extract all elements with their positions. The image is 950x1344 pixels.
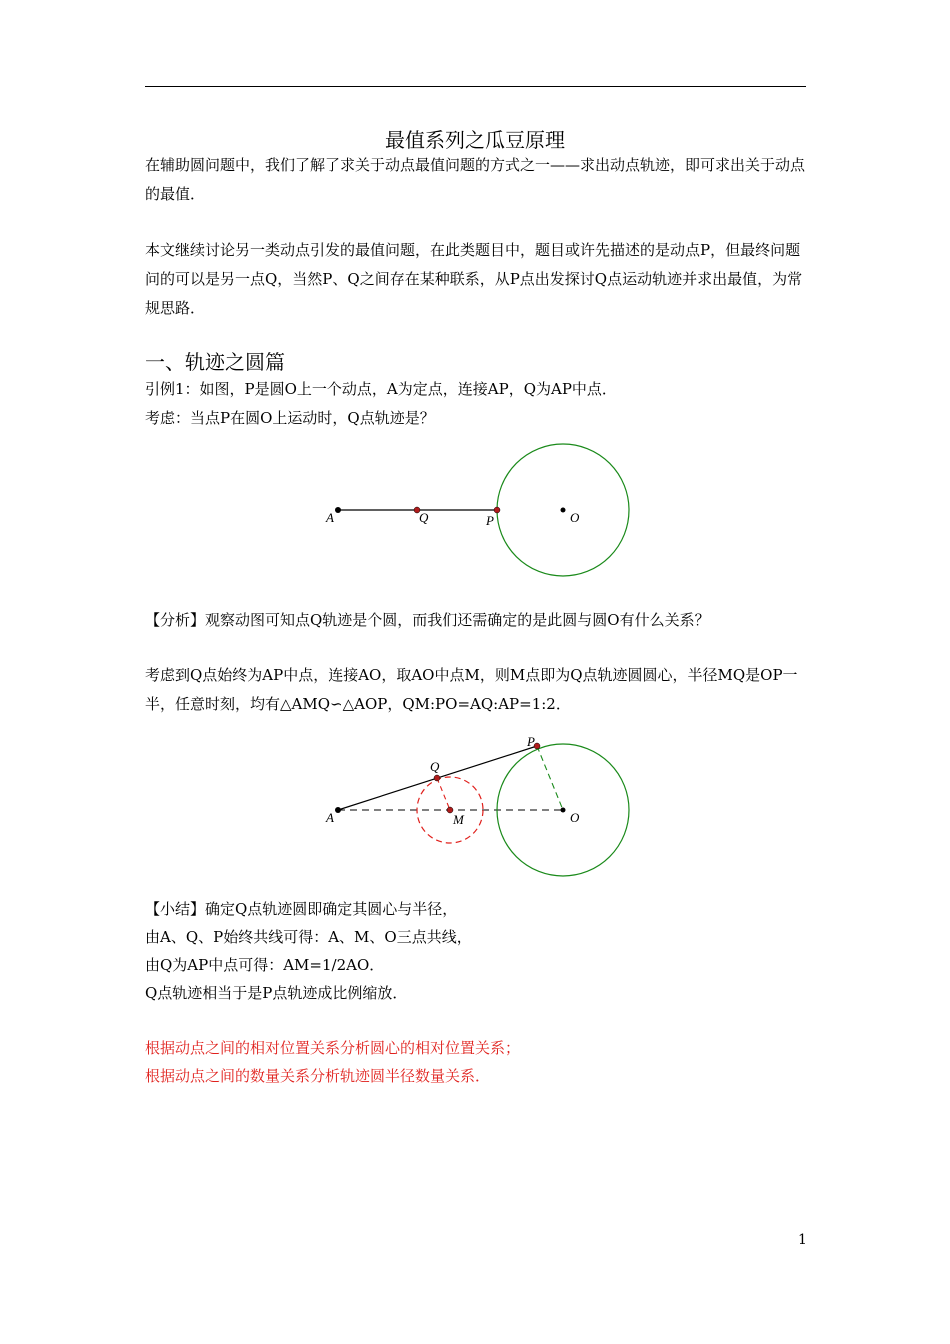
page-title: 最值系列之瓜豆原理 xyxy=(385,128,565,152)
second-paragraph: 本文继续讨论另一类动点引发的最值问题，在此类题目中，题目或许先描述的是动点P，但最终问题问的可以是另一点Q，当然P、Q之间存在某种联系，从P点出发探讨Q点运动轨迹并求出最值，为常规思路． xyxy=(145,241,803,317)
label-p: P xyxy=(486,513,494,528)
example-line-1: 引例1：如图，P是圆O上一个动点，A为定点，连接AP，Q为AP中点． xyxy=(145,380,617,398)
label-a: A xyxy=(326,510,334,525)
label-q: Q xyxy=(419,510,429,525)
point-o xyxy=(561,808,566,813)
label-a: A xyxy=(326,810,334,825)
point-a xyxy=(335,807,341,813)
page-number: 1 xyxy=(798,1232,807,1248)
summary-line-2: 由A、Q、P始终共线可得：A、M、O三点共线， xyxy=(145,928,472,946)
red-note-1: 根据动点之间的相对位置关系分析圆心的相对位置关系； xyxy=(145,1039,521,1057)
summary-line-3: 由Q为AP中点可得：AM=1/2AO． xyxy=(145,956,385,974)
label-m: M xyxy=(453,812,464,827)
red-note-2: 根据动点之间的数量关系分析轨迹圆半径数量关系． xyxy=(145,1067,491,1085)
point-q xyxy=(434,775,440,781)
label-o: O xyxy=(570,510,580,525)
analysis-paragraph: 【分析】观察动图可知点Q轨迹是个圆，而我们还需确定的是此圆与圆O有什么关系？ xyxy=(145,611,710,629)
label-p: P xyxy=(527,734,535,749)
segment-op-dashed xyxy=(537,746,563,810)
example-line-2: 考虑：当点P在圆O上运动时，Q点轨迹是？ xyxy=(145,409,435,427)
summary-line-1: 【小结】确定Q点轨迹圆即确定其圆心与半径， xyxy=(145,900,458,918)
summary-line-4: Q点轨迹相当于是P点轨迹成比例缩放． xyxy=(145,984,408,1002)
label-q: Q xyxy=(430,759,440,774)
intro-paragraph: 在辅助圆问题中，我们了解了求关于动点最值问题的方式之一——求出动点轨迹，即可求出关于动点的最值． xyxy=(145,156,806,203)
segment-mq-dashed xyxy=(437,778,450,810)
consider-paragraph: 考虑到Q点始终为AP中点，连接AO，取AO中点M，则M点即为Q点轨迹圆圆心，半径MQ是OP一半，任意时刻，均有△AMQ∽△AOP，QM:PO=AQ:AP=1:2． xyxy=(145,666,798,713)
section-heading: 一、轨迹之圆篇 xyxy=(145,350,285,374)
label-o: O xyxy=(570,810,580,825)
